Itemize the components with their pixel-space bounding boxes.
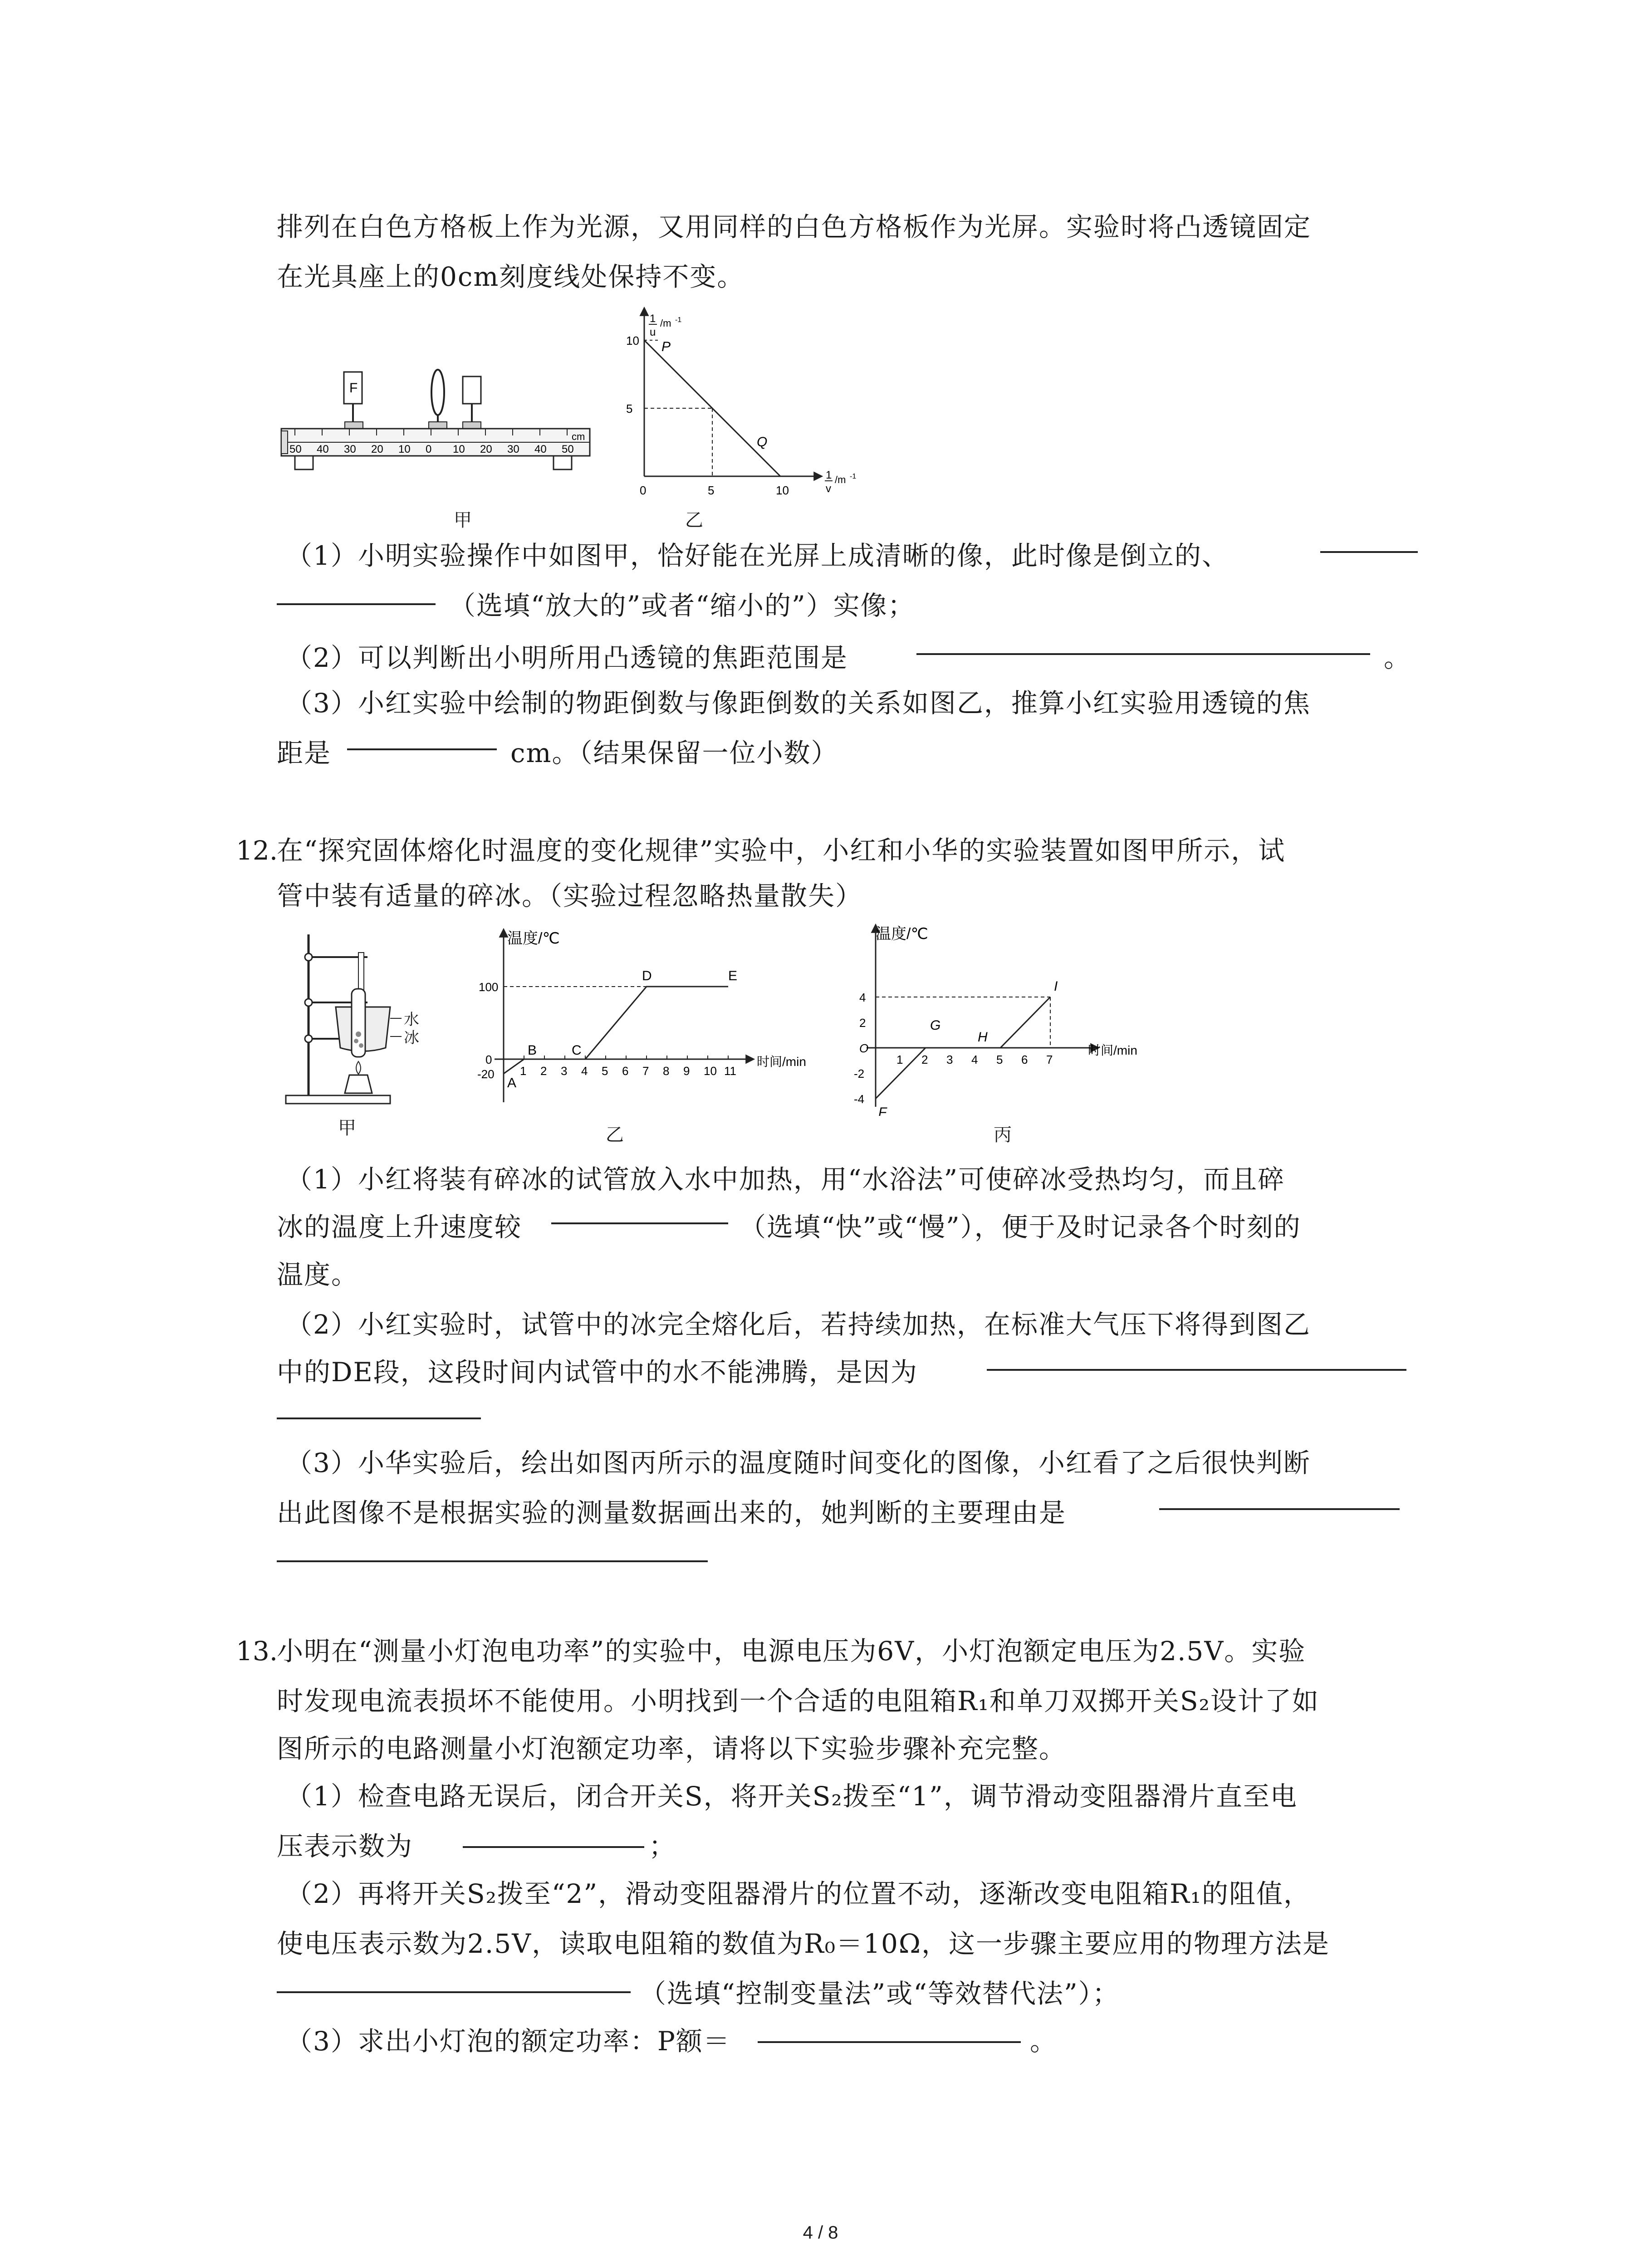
- x-tick-label: 4: [581, 1064, 588, 1078]
- x-axis-label: 1: [826, 469, 832, 481]
- q12-p1c: （选填“快”或“慢”），便于及时记录各个时刻的: [740, 1212, 1301, 1242]
- y-tick-label: 100: [479, 980, 499, 994]
- bench-tick-label: 20: [371, 443, 383, 455]
- q12-p2b: 中的DE段，这段时间内试管中的水不能沸腾，是因为: [277, 1357, 918, 1388]
- fig12b-caption: 乙: [606, 1124, 624, 1145]
- x-tick-label: 5: [996, 1053, 1003, 1066]
- svg-text:/m: /m: [660, 318, 671, 329]
- point-label-A: A: [507, 1075, 517, 1090]
- q12-line2: 管中装有适量的碎冰。（实验过程忽略热量散失）: [277, 880, 863, 911]
- y-axis-label: 1: [650, 313, 656, 325]
- y-tick-label: 2: [859, 1016, 866, 1030]
- q12-p1a: （1）小红将装有碎冰的试管放入水中加热，用“水浴法”可使碎冰受热均匀，而且碎: [286, 1164, 1285, 1195]
- point-label-D: D: [642, 968, 652, 983]
- y-tick-label: -20: [477, 1067, 495, 1081]
- point-label-H: H: [978, 1030, 988, 1045]
- bench-tick-label: 0: [426, 443, 432, 455]
- x-tick-label: 2: [921, 1053, 928, 1066]
- y-tick-label: 0: [485, 1053, 492, 1066]
- x-tick-label: 9: [683, 1064, 690, 1078]
- x-tick-label: 10: [704, 1064, 717, 1078]
- q13-p1b: 压表示数为: [277, 1831, 413, 1862]
- bench-tick-label: 30: [507, 443, 519, 455]
- fig12c-y-label: 温度/℃: [876, 925, 928, 943]
- f-label: F: [349, 381, 358, 396]
- fig11a-caption: 甲: [454, 510, 472, 531]
- page-number: 4 / 8: [803, 2223, 838, 2243]
- bench-tick-label: 10: [398, 443, 411, 455]
- q11-blank-2[interactable]: [916, 653, 1370, 655]
- q13-p1c: ；: [649, 1831, 676, 1862]
- q11-p1b: （选填“放大的”或者“缩小的”）实像；: [449, 590, 915, 621]
- q11-blank-3[interactable]: [347, 748, 497, 750]
- bench-unit: cm: [572, 431, 585, 442]
- q13-blank-2[interactable]: [277, 1991, 631, 1993]
- point-label-P: P: [661, 339, 671, 354]
- point-label-I: I: [1054, 979, 1058, 994]
- q12-blank-1[interactable]: [551, 1222, 728, 1224]
- q11-p3a: （3）小红实验中绘制的物距倒数与像距倒数的关系如图乙，推算小红实验用透镜的焦: [286, 688, 1311, 719]
- x-tick-label: 7: [642, 1064, 649, 1078]
- q13-p3b: 。: [1030, 2026, 1058, 2057]
- melting-curve: [504, 987, 728, 1074]
- x-tick-label: 8: [663, 1064, 670, 1078]
- y-tick-label: 4: [859, 991, 866, 1004]
- q13-p1a: （1）检查电路无误后，闭合开关S，将开关S₂拨至“1”，调节滑动变阻器滑片直至电: [286, 1781, 1298, 1812]
- x-tick-label: 3: [561, 1064, 568, 1078]
- svg-text:v: v: [826, 483, 831, 495]
- q12-p3a: （3）小华实验后，绘出如图丙所示的温度随时间变化的图像，小红看了之后很快判断: [286, 1447, 1311, 1478]
- fig11b-caption: 乙: [685, 510, 703, 531]
- fig12b-chart: [454, 921, 826, 1116]
- q12-p3b: 出此图像不是根据实验的测量数据画出来的，她判断的主要理由是: [277, 1497, 1067, 1528]
- q11-blank-1[interactable]: [1320, 551, 1418, 553]
- q12-blank-3[interactable]: [1159, 1508, 1400, 1510]
- bench-tick-label: 40: [317, 443, 329, 455]
- q13-p3a: （3）求出小灯泡的额定功率：P额＝: [286, 2026, 730, 2057]
- x-tick-label: 0: [640, 484, 647, 497]
- q13-line2: 时发现电流表损坏不能使用。小明找到一个合适的电阻箱R₁和单刀双掷开关S₂设计了如: [277, 1686, 1319, 1716]
- fig11b-chart: [599, 299, 880, 508]
- q12-blank-2b[interactable]: [277, 1418, 481, 1419]
- fig12b-x-label: 时间/min: [757, 1055, 806, 1069]
- fig12c-x-label: 时间/min: [1088, 1043, 1137, 1057]
- point-label-C: C: [572, 1043, 582, 1058]
- q12-p2a: （2）小红实验时，试管中的冰完全熔化后，若持续加热，在标准大气压下将得到图乙: [286, 1309, 1311, 1340]
- q12-p1d: 温度。: [277, 1259, 359, 1290]
- q11-p2: （2）可以判断出小明所用凸透镜的焦距范围是: [286, 642, 848, 673]
- svg-text:-1: -1: [850, 473, 857, 480]
- q11-blank-1b[interactable]: [277, 603, 436, 605]
- q13-p2b: 使电压表示数为2.5V，读取电阻箱的数值为R₀＝10Ω，这一步骤主要应用的物理方法是: [277, 1928, 1330, 1959]
- bench-tick-label: 50: [289, 443, 302, 455]
- point-label-B: B: [528, 1043, 537, 1058]
- svg-text:u: u: [650, 326, 656, 338]
- y-tick-label: O: [859, 1041, 869, 1055]
- q13-line3: 图所示的电路测量小灯泡额定功率，请将以下实验步骤补充完整。: [277, 1733, 1067, 1764]
- y-tick-label: -4: [854, 1092, 865, 1106]
- svg-text:/m: /m: [835, 474, 846, 485]
- intro-line-1: 排列在白色方格板上作为光源，又用同样的白色方格板作为光屏。实验时将凸透镜固定: [277, 211, 1312, 242]
- q13-line1: 小明在“测量小灯泡电功率”的实验中，电源电压为6V，小灯泡额定电压为2.5V。实验: [277, 1636, 1306, 1667]
- fig12c-chart: [817, 916, 1180, 1116]
- ice-label: 冰: [404, 1029, 419, 1047]
- x-tick-label: 6: [1021, 1053, 1028, 1066]
- fig12a-caption: 甲: [338, 1118, 356, 1139]
- bench-tick-label: 50: [562, 443, 574, 455]
- q12-blank-3b[interactable]: [277, 1560, 708, 1562]
- fig12b-y-label: 温度/℃: [507, 930, 560, 947]
- q12-blank-2[interactable]: [987, 1369, 1406, 1371]
- point-label-F: F: [878, 1105, 887, 1116]
- q13-number: 13.: [236, 1636, 278, 1667]
- bench-tick-label: 30: [344, 443, 356, 455]
- point-label-G: G: [930, 1018, 941, 1033]
- x-tick-label: 11: [724, 1064, 736, 1078]
- bench-tick-label: 40: [534, 443, 547, 455]
- optical-bench-figure: [277, 354, 603, 508]
- x-tick-label: 5: [602, 1064, 608, 1078]
- fig12a-apparatus: [277, 925, 426, 1107]
- q13-p2a: （2）再将开关S₂拨至“2”，滑动变阻器滑片的位置不动，逐渐改变电阻箱R₁的阻值，: [286, 1878, 1311, 1909]
- q12-number: 12.: [236, 835, 278, 866]
- x-tick-label: 1: [520, 1064, 527, 1078]
- q11-p2-end: 。: [1384, 642, 1411, 673]
- q13-blank-1[interactable]: [463, 1846, 644, 1848]
- intro-line-2: 在光具座上的0cm刻度线处保持不变。: [277, 261, 745, 292]
- x-tick-label: 2: [540, 1064, 547, 1078]
- y-tick-label: 5: [626, 402, 633, 415]
- q13-p2c: （选填“控制变量法”或“等效替代法”）；: [640, 1978, 1120, 2009]
- q11-p3c: cm。（结果保留一位小数）: [510, 738, 838, 768]
- y-tick-label: 10: [626, 334, 639, 347]
- bench-tick-label: 20: [480, 443, 492, 455]
- point-label-E: E: [728, 968, 738, 983]
- point-label-Q: Q: [757, 435, 768, 450]
- x-tick-label: 1: [896, 1053, 903, 1066]
- water-label: 水: [404, 1011, 419, 1029]
- q11-p3b: 距是: [277, 738, 332, 768]
- fig12c-caption: 丙: [994, 1124, 1012, 1145]
- q11-p1a: （1）小明实验操作中如图甲，恰好能在光屏上成清晰的像，此时像是倒立的、: [286, 540, 1229, 571]
- y-tick-label: -2: [854, 1067, 865, 1080]
- q12-line1: 在“探究固体熔化时温度的变化规律”实验中，小红和小华的实验装置如图甲所示，试: [277, 835, 1286, 866]
- x-tick-label: 5: [708, 484, 715, 497]
- bench-tick-label: 10: [453, 443, 465, 455]
- x-tick-label: 7: [1046, 1053, 1053, 1066]
- x-tick-label: 4: [971, 1053, 978, 1066]
- svg-text:-1: -1: [675, 316, 682, 324]
- x-tick-label: 6: [622, 1064, 629, 1078]
- x-tick-label: 10: [776, 484, 789, 497]
- q12-p1b: 冰的温度上升速度较: [277, 1212, 522, 1242]
- q13-blank-3[interactable]: [758, 2041, 1021, 2043]
- x-tick-label: 3: [946, 1053, 953, 1066]
